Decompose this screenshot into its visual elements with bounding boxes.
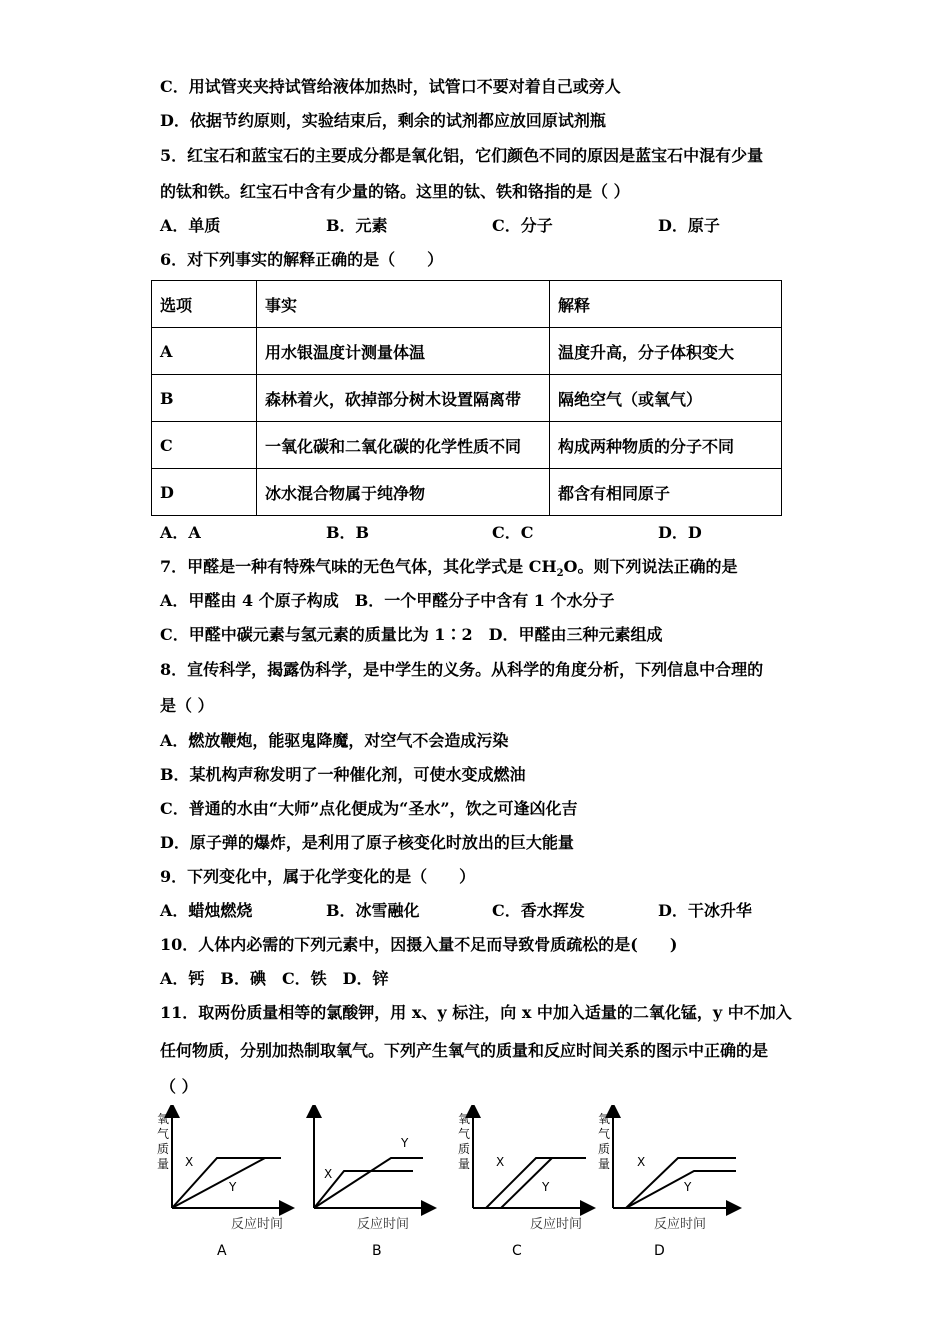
q6-stem: 6．对下列事实的解释正确的是（ ） [160,250,444,269]
table-cell: C [152,422,257,469]
q8-stem-line2: 是（ ） [160,696,214,715]
y-axis-label-char: 量 [157,1157,170,1171]
series-y-label: Y [684,1180,692,1194]
y-axis-label-char: 气 [157,1127,170,1141]
q4-option-d: D．依据节约原则，实验结束后，剩余的试剂都应放回原试剂瓶 [160,111,606,130]
table-cell: 用水银温度计测量体温 [257,328,550,375]
y-axis-label-char: 氧 [458,1112,471,1126]
q6-option-b: B．B [326,523,370,542]
x-axis-label: 反应时间 [530,1217,583,1232]
table-header-row [152,281,782,328]
q8-option-c: C．普通的水由“大师”点化便成为“圣水”，饮之可逢凶化吉 [160,799,578,818]
q6-option-a: A．A [160,523,201,542]
q8-option-d: D．原子弹的爆炸，是利用了原子核变化时放出的巨大能量 [160,833,574,852]
table-cell: 隔绝空气（或氧气） [550,375,782,422]
table-cell: 冰水混合物属于纯净物 [257,469,550,516]
q5-stem-line1: 5．红宝石和蓝宝石的主要成分都是氧化铝，它们颜色不同的原因是蓝宝石中混有少量 [160,146,764,165]
series-x-label: X [324,1167,333,1181]
series-x-label: X [185,1155,194,1169]
q11-stem-line1: 11．取两份质量相等的氯酸钾，用 x、y 标注，向 x 中加入适量的二氧化锰，y 中不加入 [160,1003,792,1022]
table-row [152,469,782,516]
series-y-line [314,1158,423,1208]
q5-option-c: C．分子 [492,216,553,235]
y-axis-label-char: 质 [598,1142,611,1156]
graph-caption: A [217,1243,227,1259]
q7-options-ab: A．甲醛由 4 个原子构成 B．一个甲醛分子中含有 1 个水分子 [160,591,615,610]
graph-a [155,1105,295,1265]
q6-option-c: C．C [492,523,534,542]
table-header-cell: 解释 [550,281,782,328]
x-axis-label: 反应时间 [654,1217,707,1232]
q6-option-d: D．D [658,523,702,542]
series-y-line [626,1171,736,1208]
graph-b [297,1105,437,1265]
q5-stem-line2: 的钛和铁。红宝石中含有少量的铬。这里的钛、铁和铬指的是（ ） [160,182,630,201]
table-row [152,328,782,375]
series-y-label: Y [401,1136,409,1150]
series-x-label: X [496,1155,505,1169]
q5-option-a: A．单质 [160,216,221,235]
graph-d [596,1105,746,1265]
q9-option-d: D．干冰升华 [658,901,752,920]
y-axis-label-char: 量 [598,1157,611,1171]
table-cell: 一氧化碳和二氧化碳的化学性质不同 [257,422,550,469]
y-axis-label-char: 气 [598,1127,611,1141]
q7-stem-text: 7．甲醛是一种有特殊气味的无色气体，其化学式是 CH [160,557,557,576]
table-cell: 温度升高，分子体积变大 [550,328,782,375]
graph-c [456,1105,596,1265]
table-row [152,375,782,422]
q10-options: A．钙 B．碘 C．铁 D．锌 [160,969,389,988]
y-axis-label-char: 气 [458,1127,471,1141]
table-row [152,422,782,469]
q7-options-cd: C．甲醛中碳元素与氢元素的质量比为 1∶2 D．甲醛由三种元素组成 [160,625,663,644]
y-axis-label-char: 量 [458,1157,471,1171]
q11-stem-line2: 任何物质，分别加热制取氧气。下列产生氧气的质量和反应时间关系的图示中正确的是 [160,1041,769,1060]
series-x-label: X [637,1155,646,1169]
q9-option-b: B．冰雪融化 [326,901,420,920]
q9-option-a: A．蜡烛燃烧 [160,901,253,920]
y-axis-label-char: 质 [157,1142,170,1156]
table-cell: 构成两种物质的分子不同 [550,422,782,469]
q7-stem [160,557,737,584]
q5-option-d: D．原子 [658,216,720,235]
y-axis-label-char: 氧 [157,1112,170,1126]
table-header-cell: 选项 [152,281,257,328]
series-y-label: Y [229,1180,237,1194]
x-axis-label: 反应时间 [231,1217,284,1232]
q5-option-b: B．元素 [326,216,388,235]
graph-caption: D [654,1243,665,1259]
q8-stem-line1: 8．宣传科学，揭露伪科学，是中学生的义务。从科学的角度分析，下列信息中合理的 [160,660,764,679]
q6-table [151,280,782,516]
table-cell: A [152,328,257,375]
q8-option-a: A．燃放鞭炮，能驱鬼降魔，对空气不会造成污染 [160,731,509,750]
y-axis-label-char: 质 [458,1142,471,1156]
q9-stem: 9．下列变化中，属于化学变化的是（ ） [160,867,476,886]
table-cell: D [152,469,257,516]
q7-stem-tail: O。则下列说法正确的是 [563,557,738,576]
q11-stem-line3: （ ） [160,1077,198,1096]
table-cell: 森林着火，砍掉部分树木设置隔离带 [257,375,550,422]
graph-caption: B [372,1243,382,1259]
table-header-cell: 事实 [257,281,550,328]
x-axis-label: 反应时间 [357,1217,410,1232]
q8-option-b: B．某机构声称发明了一种催化剂，可使水变成燃油 [160,765,526,784]
q4-option-c: C．用试管夹夹持试管给液体加热时，试管口不要对着自己或旁人 [160,77,621,96]
q10-stem: 10．人体内必需的下列元素中，因摄入量不足而导致骨质疏松的是( ) [160,935,678,954]
table-cell: B [152,375,257,422]
series-y-label: Y [542,1180,550,1194]
q9-option-c: C．香水挥发 [492,901,585,920]
table-cell: 都含有相同原子 [550,469,782,516]
q7-formula-subscript: 2 [556,568,564,580]
y-axis-label-char: 氧 [598,1112,611,1126]
graph-caption: C [512,1243,522,1259]
